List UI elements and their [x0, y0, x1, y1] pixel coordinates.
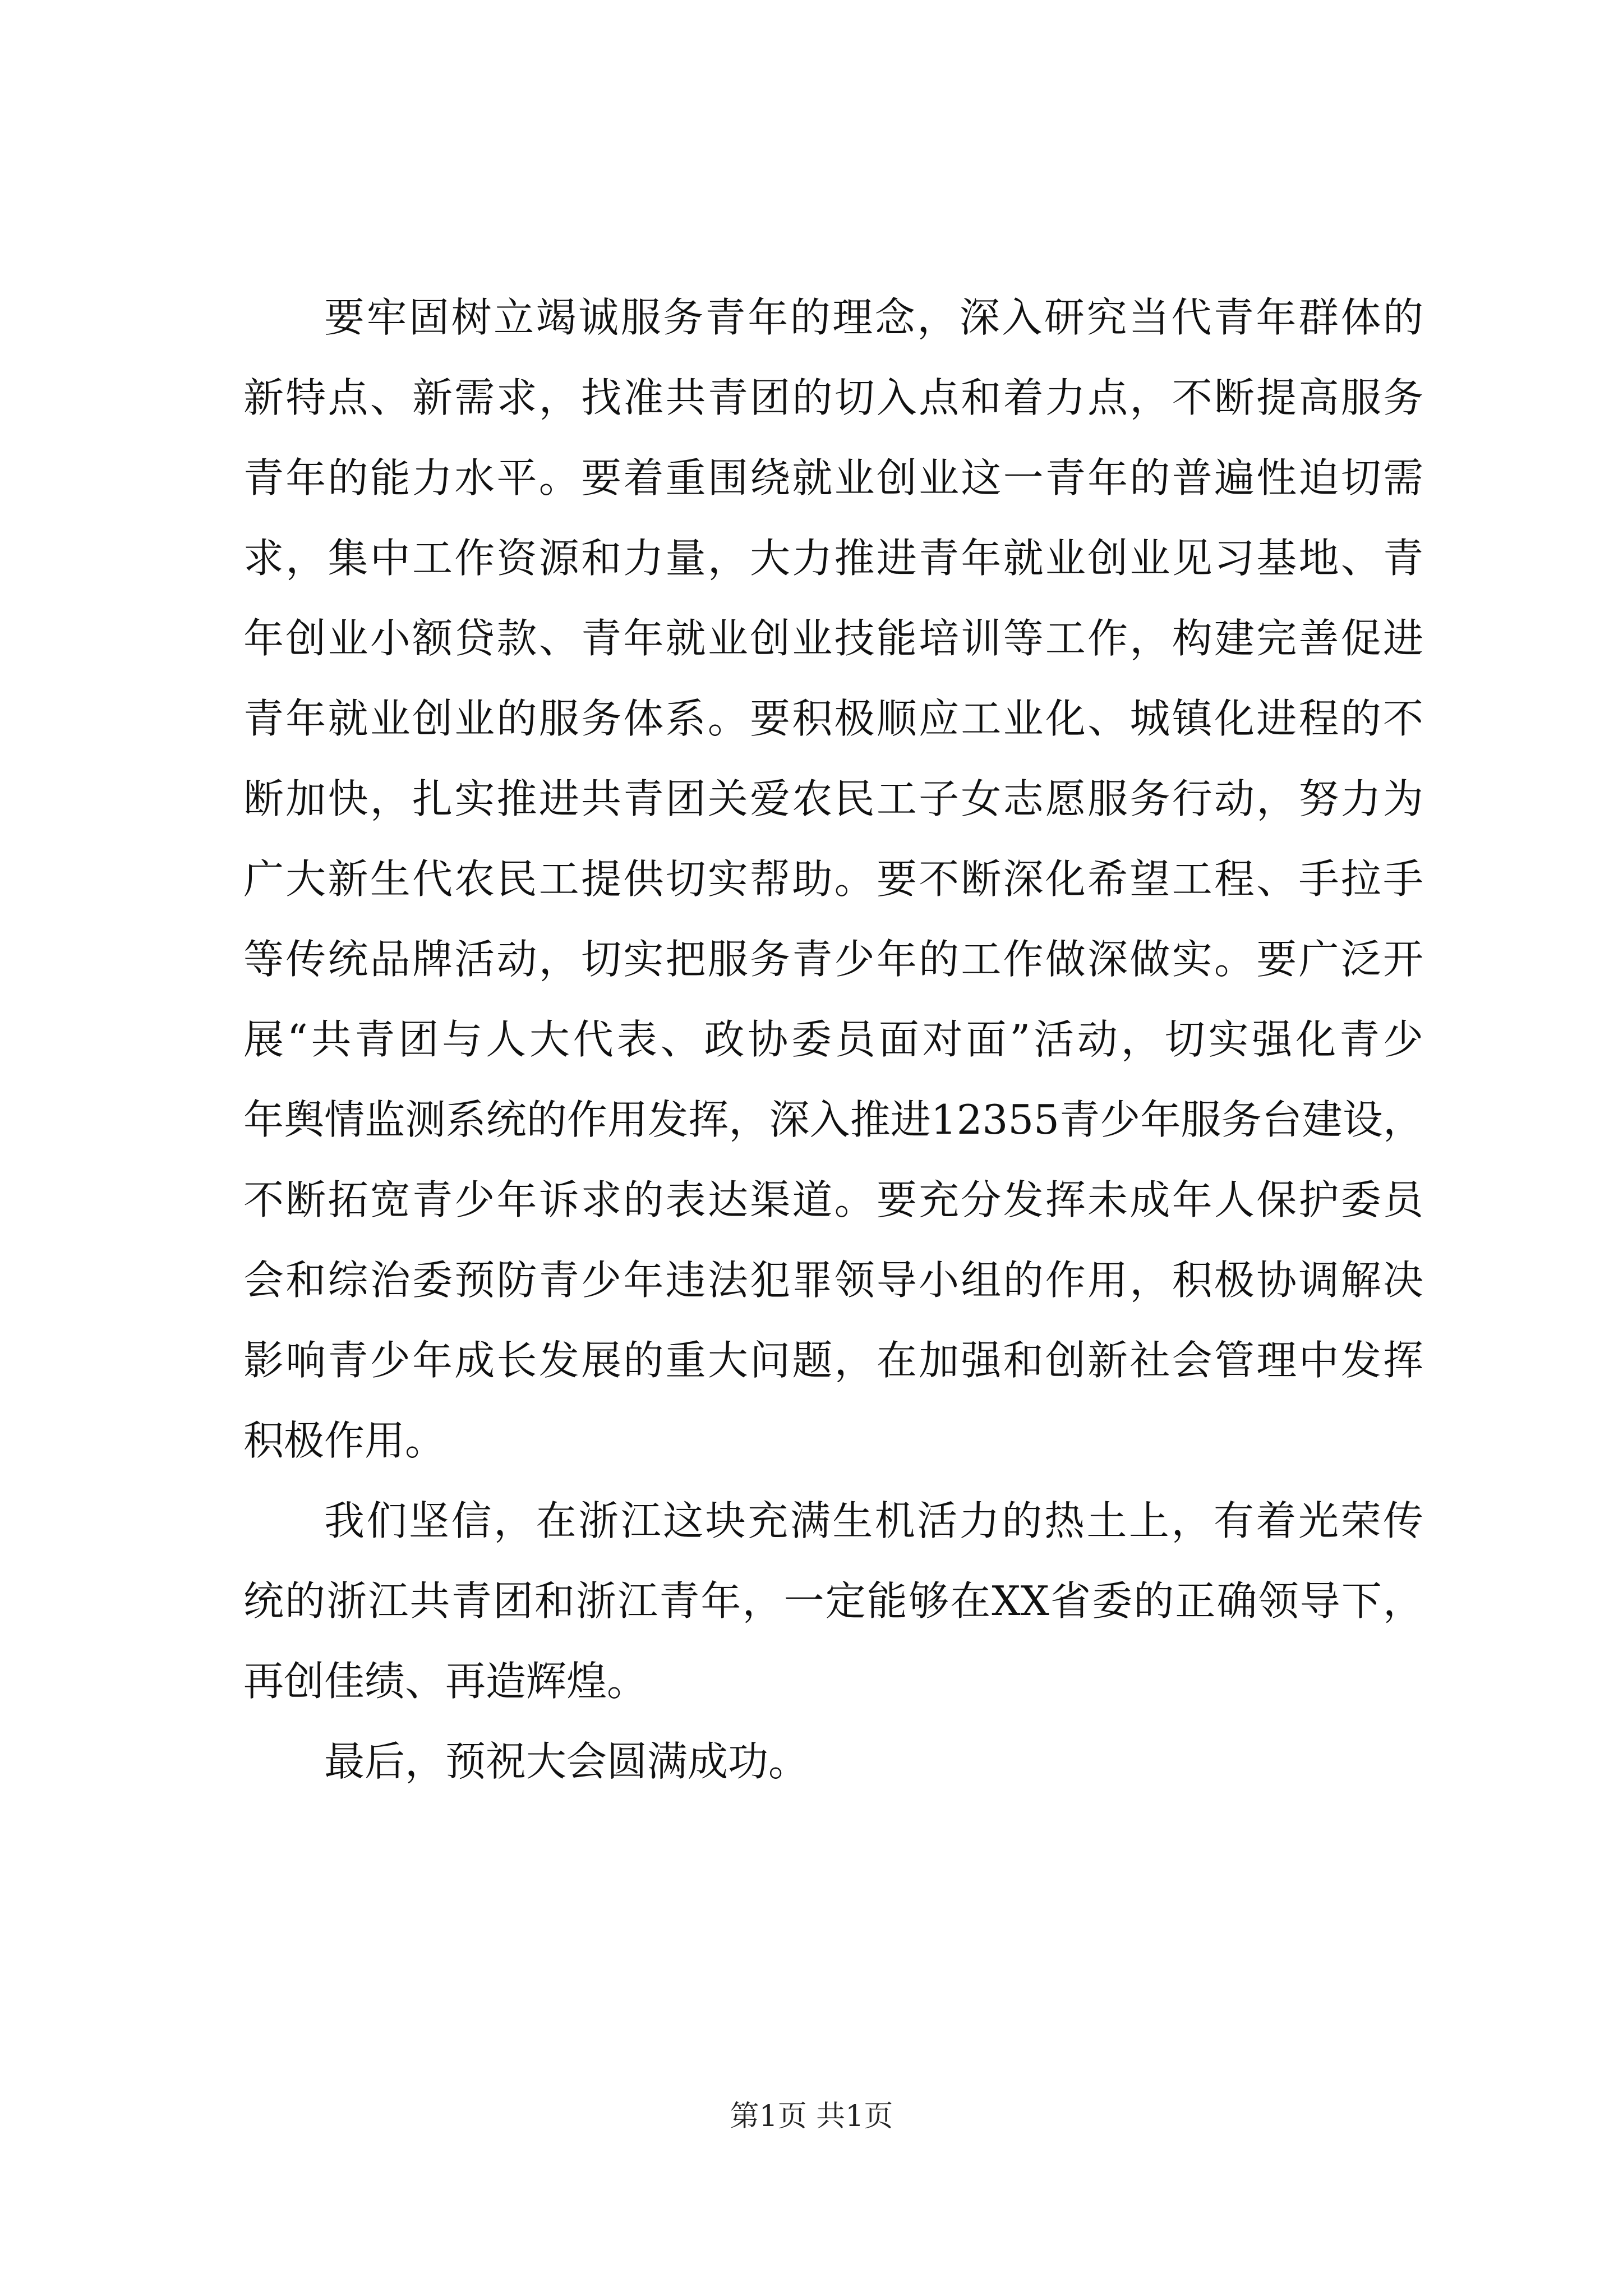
text-line: 展“共青团与人大代表、政协委员面对面”活动，切实强化青少: [243, 1016, 1423, 1063]
text-line: 我们坚信，在浙江这块充满生机活力的热土上，有着光荣传: [324, 1497, 1423, 1544]
text-line: 最后，预祝大会圆满成功。: [324, 1738, 809, 1785]
text-line: 等传统品牌活动，切实把服务青少年的工作做深做实。要广泛开: [243, 936, 1423, 983]
text-line: 积极作用。: [243, 1417, 446, 1464]
text-line: 不断拓宽青少年诉求的表达渠道。要充分发挥未成年人保护委员: [243, 1176, 1423, 1223]
paragraph-3: [243, 1722, 1423, 1802]
paragraph-2: [243, 1481, 1423, 1722]
text-line: 青年的能力水平。要着重围绕就业创业这一青年的普遍性迫切需: [243, 454, 1423, 501]
text-line: 再创佳绩、再造辉煌。: [243, 1658, 648, 1705]
text-line: 新特点、新需求，找准共青团的切入点和着力点，不断提高服务: [243, 374, 1423, 421]
text-line: 统的浙江共青团和浙江青年，一定能够在XX省委的正确领导下，: [243, 1577, 1423, 1625]
text-line: 断加快，扎实推进共青团关爱农民工子女志愿服务行动，努力为: [243, 775, 1423, 822]
text-line: 会和综治委预防青少年违法犯罪领导小组的作用，积极协调解决: [243, 1257, 1423, 1304]
page-number: 第1页 共1页: [730, 2100, 893, 2133]
text-line: 青年就业创业的服务体系。要积极顺应工业化、城镇化进程的不: [243, 695, 1423, 742]
text-line: 年创业小额贷款、青年就业创业技能培训等工作，构建完善促进: [243, 615, 1423, 662]
text-line: 要牢固树立竭诚服务青年的理念，深入研究当代青年群体的: [324, 294, 1423, 341]
text-line: 求，集中工作资源和力量，大力推进青年就业创业见习基地、青: [243, 535, 1423, 582]
page-footer: [0, 2097, 1623, 2136]
paragraph-1: [243, 278, 1423, 1481]
text-line: 影响青少年成长发展的重大问题，在加强和创新社会管理中发挥: [243, 1337, 1423, 1384]
text-line: 广大新生代农民工提供切实帮助。要不断深化希望工程、手拉手: [243, 855, 1423, 903]
document-body: [243, 278, 1423, 1802]
text-line: 年舆情监测系统的作用发挥，深入推进12355青少年服务台建设，: [243, 1096, 1423, 1143]
